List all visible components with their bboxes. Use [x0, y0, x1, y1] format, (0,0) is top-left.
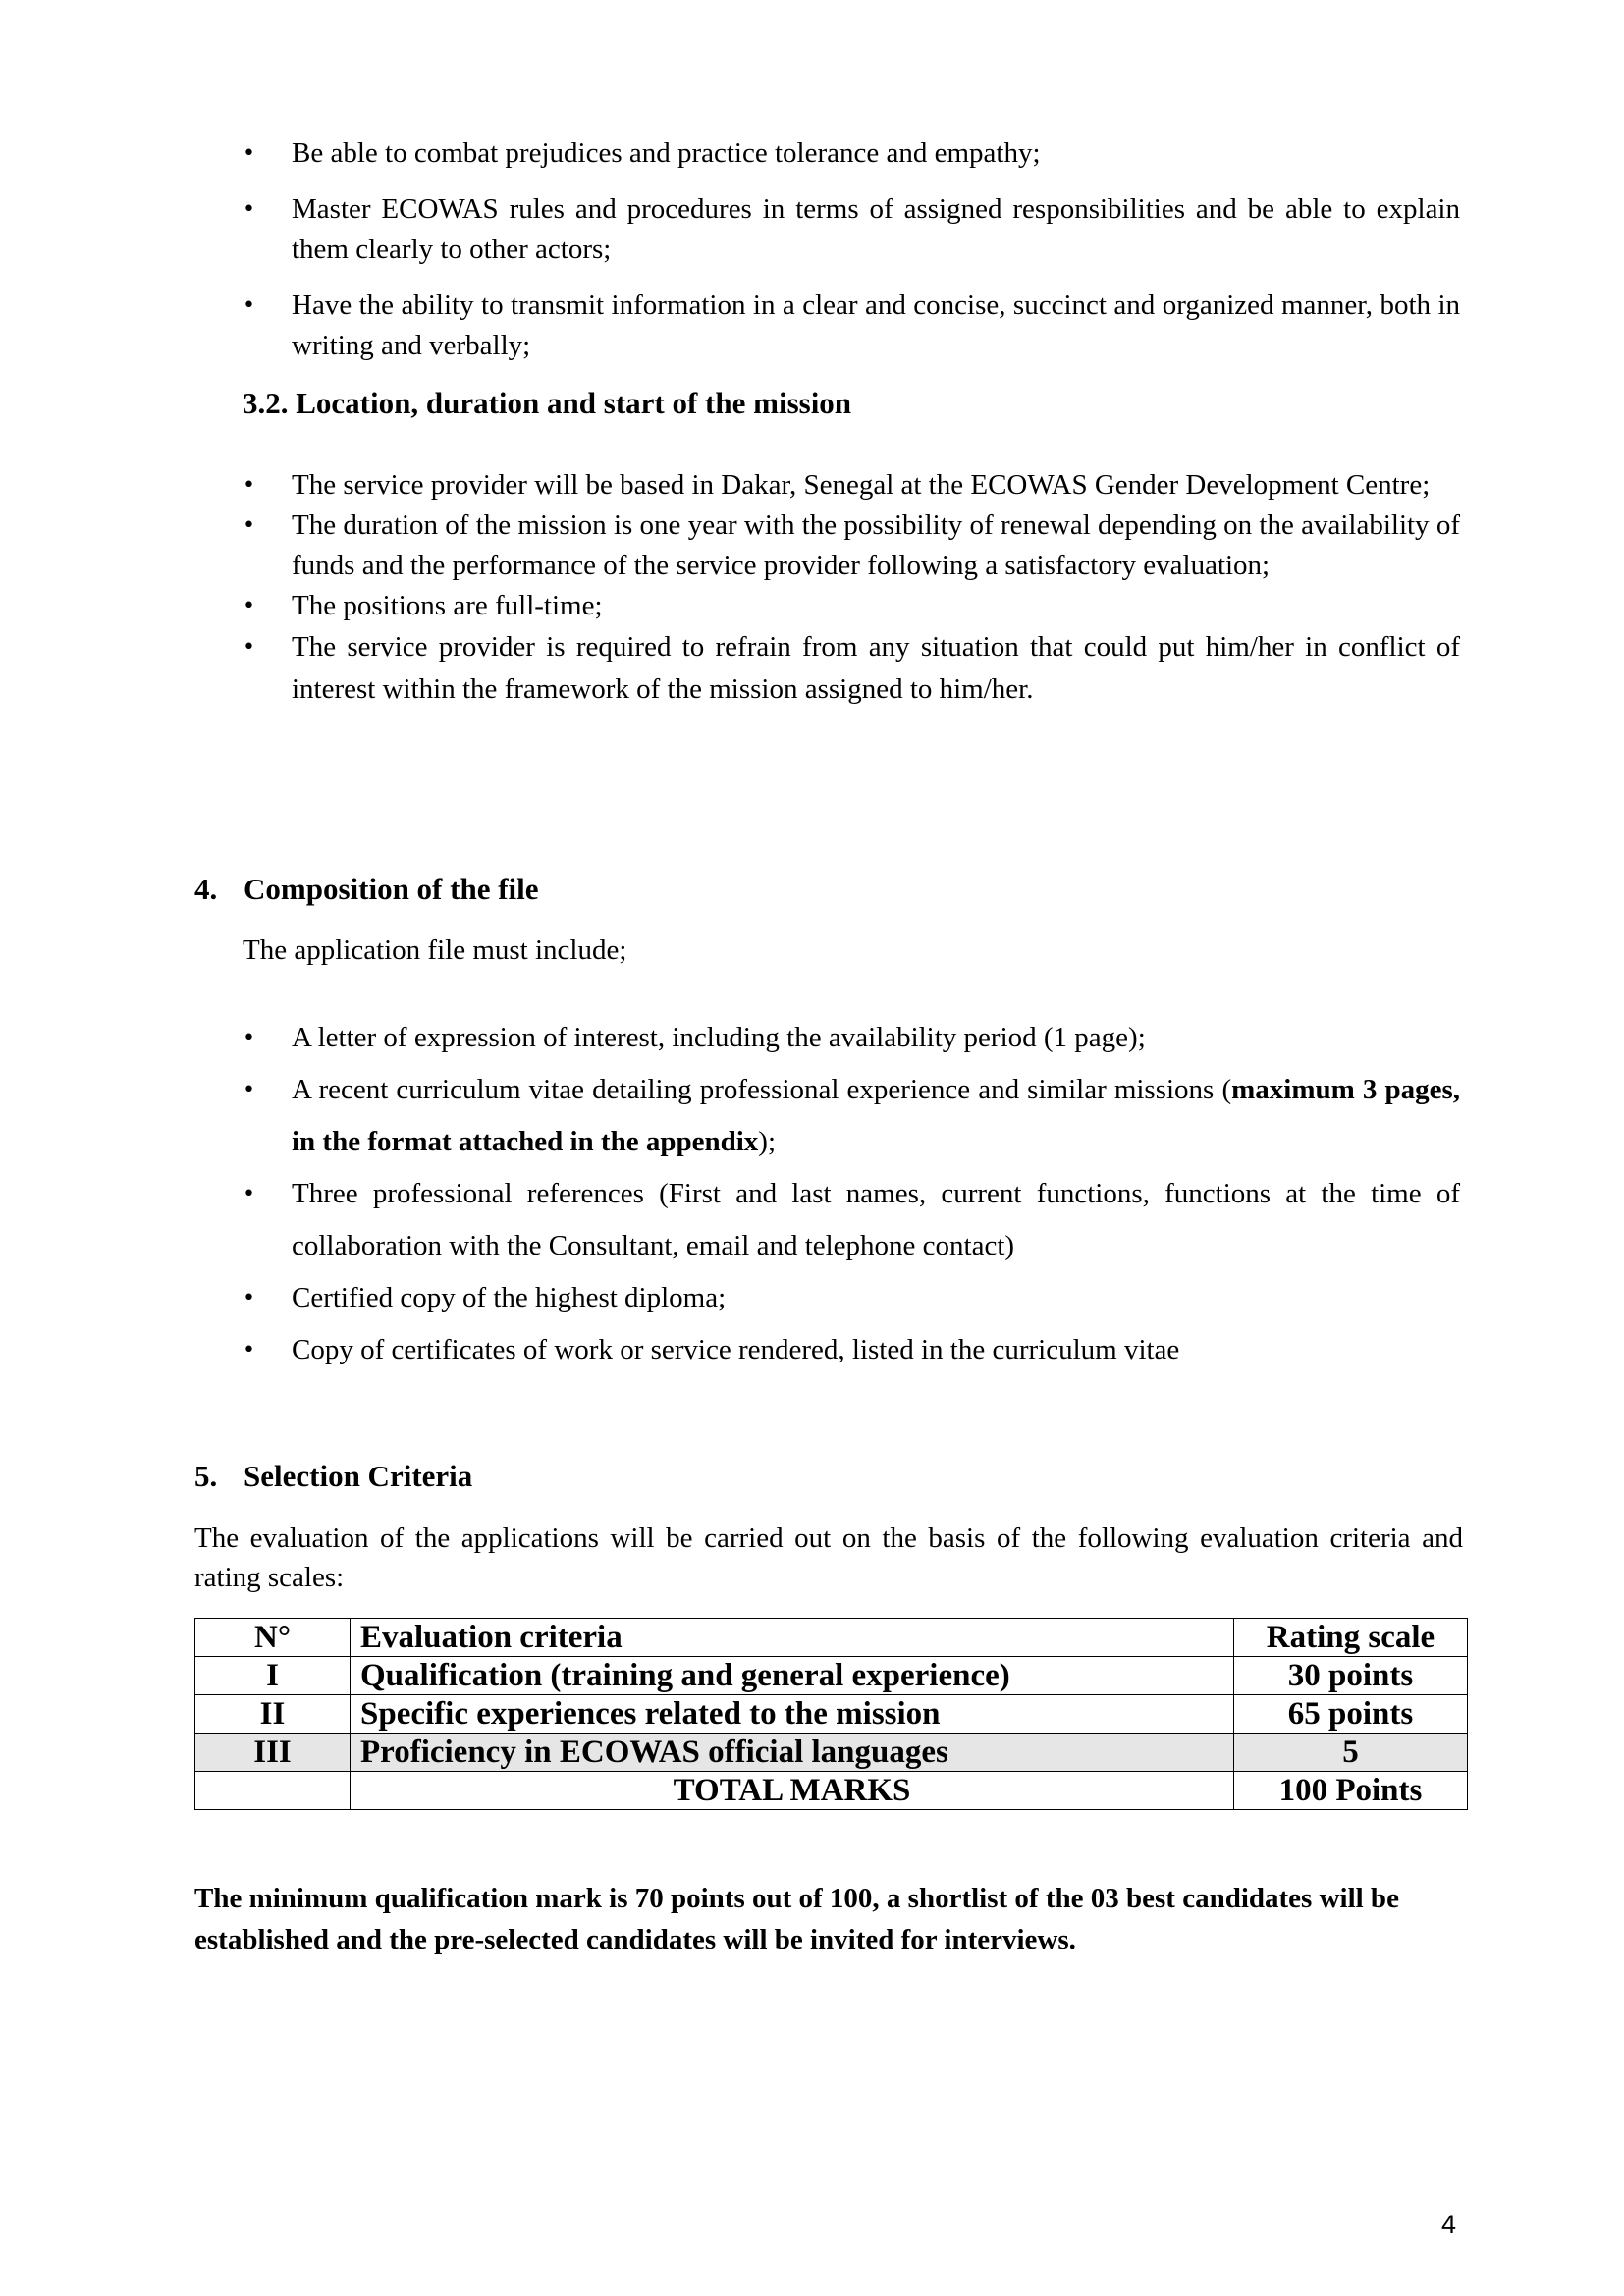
header-cell-criteria: Evaluation criteria — [351, 1619, 1234, 1657]
header-cell-rating: Rating scale — [1234, 1619, 1468, 1657]
page-number: 4 — [1441, 2210, 1457, 2239]
list-item: • Certified copy of the highest diploma; — [243, 1272, 1460, 1324]
list-item: • The duration of the mission is one year with the possibility of renewal depending on the availability of funds and the performance of the service provider following a satisfactory evaluation; — [243, 506, 1460, 586]
evaluation-criteria-table — [194, 1618, 1468, 1810]
section-heading-5 — [194, 1459, 472, 1494]
empty-cell — [195, 1772, 351, 1810]
list-item: • A letter of expression of interest, including the availability period (1 page); — [243, 1012, 1460, 1064]
row-number-cell: III — [195, 1734, 351, 1772]
list-item: • Three professional references (First and last names, current functions, functions at the time of collaboration with the Consultant, email and telephone contact) — [243, 1168, 1460, 1272]
section-number: 5. — [194, 1459, 218, 1493]
section-number: 4. — [194, 872, 218, 906]
competency-bullet-list — [243, 133, 1460, 382]
application-file-list — [243, 1012, 1460, 1376]
list-item: • Copy of certificates of work or service rendered, listed in the curriculum vitae — [243, 1324, 1460, 1376]
total-value-cell: 100 Points — [1234, 1772, 1468, 1810]
row-rating-cell: 65 points — [1234, 1695, 1468, 1734]
header-cell-number: N° — [195, 1619, 351, 1657]
row-criteria-cell: Proficiency in ECOWAS official languages — [351, 1734, 1234, 1772]
row-criteria-cell: Specific experiences related to the mission — [351, 1695, 1234, 1734]
table-row — [195, 1734, 1468, 1772]
table-header-row — [195, 1619, 1468, 1657]
table-row — [195, 1695, 1468, 1734]
section-title: Composition of the file — [244, 872, 539, 906]
row-number-cell: I — [195, 1657, 351, 1695]
section-4-intro: The application file must include; — [243, 934, 627, 966]
table-total-row — [195, 1772, 1468, 1810]
list-item: • The service provider will be based in Dakar, Senegal at the ECOWAS Gender Development Centre; — [243, 465, 1460, 506]
list-item-emphasis: maximum 3 pages, in the format attached in the appendix — [292, 1074, 1460, 1157]
list-item-text-end: ); — [758, 1126, 777, 1157]
section-5-paragraph: The evaluation of the applications will be carried out on the basis of the following evaluation criteria and rating scales: — [194, 1522, 1463, 1593]
section-heading-3-2: 3.2. Location, duration and start of the mission — [243, 386, 852, 420]
row-criteria-cell: Qualification (training and general experience) — [351, 1657, 1234, 1695]
list-item: • Be able to combat prejudices and practice tolerance and empathy; — [243, 133, 1460, 174]
section-title: Selection Criteria — [244, 1459, 473, 1493]
row-rating-cell: 5 — [1234, 1734, 1468, 1772]
total-label-cell: TOTAL MARKS — [351, 1772, 1234, 1810]
table-row — [195, 1657, 1468, 1695]
list-item: • Master ECOWAS rules and procedures in terms of assigned responsibilities and be able to explain them clearly to other actors; — [243, 189, 1460, 270]
list-item-text: A recent curriculum vitae detailing professional experience and similar missions ( — [292, 1074, 1232, 1105]
qualification-note: The minimum qualification mark is 70 points out of 100, a shortlist of the 03 best candidates will be established and the pre-selected candidates will be invited for interviews. — [194, 1883, 1399, 1955]
row-rating-cell: 30 points — [1234, 1657, 1468, 1695]
location-bullet-list — [243, 465, 1460, 711]
list-item: • The service provider is required to refrain from any situation that could put him/her in conflict of interest within the framework of the mission assigned to him/her. — [243, 626, 1460, 711]
list-item — [243, 1064, 1460, 1168]
list-item: • Have the ability to transmit information in a clear and concise, succinct and organized manner, both in writing and verbally; — [243, 286, 1460, 366]
list-item: • The positions are full-time; — [243, 586, 1460, 626]
section-heading-4 — [194, 872, 539, 907]
row-number-cell: II — [195, 1695, 351, 1734]
